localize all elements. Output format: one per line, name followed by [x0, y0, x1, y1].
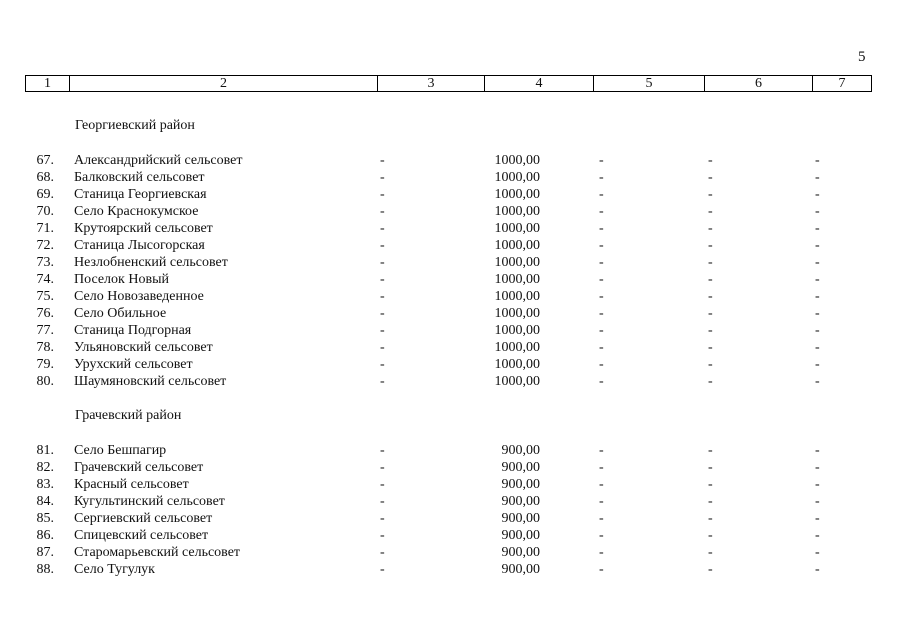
value-c7: - [815, 528, 820, 543]
settlement-name: Кугультинский сельсовет [74, 494, 225, 509]
value-c4: 900,00 [501, 477, 540, 492]
value-c5: - [599, 340, 604, 355]
value-c3: - [380, 272, 385, 287]
value-c4: 900,00 [501, 494, 540, 509]
value-c7: - [815, 204, 820, 219]
value-c5: - [599, 562, 604, 577]
value-c6: - [708, 255, 713, 270]
value-c4: 1000,00 [494, 323, 540, 338]
value-c6: - [708, 545, 713, 560]
value-c6: - [708, 170, 713, 185]
value-c3: - [380, 562, 385, 577]
value-c4: 1000,00 [494, 289, 540, 304]
value-c6: - [708, 221, 713, 236]
value-c6: - [708, 443, 713, 458]
value-c5: - [599, 255, 604, 270]
settlement-name: Ульяновский сельсовет [74, 340, 213, 355]
value-c3: - [380, 170, 385, 185]
table-row [0, 373, 905, 390]
value-c7: - [815, 357, 820, 372]
value-c7: - [815, 494, 820, 509]
value-c5: - [599, 153, 604, 168]
table-row [0, 305, 905, 322]
value-c3: - [380, 460, 385, 475]
value-c7: - [815, 153, 820, 168]
value-c6: - [708, 340, 713, 355]
value-c4: 1000,00 [494, 221, 540, 236]
value-c6: - [708, 477, 713, 492]
settlement-name: Станица Георгиевская [74, 187, 207, 202]
table-row [0, 442, 905, 459]
value-c6: - [708, 494, 713, 509]
header-cell-5: 5 [594, 76, 705, 91]
table-row [0, 476, 905, 493]
value-c4: 1000,00 [494, 255, 540, 270]
row-number: 82. [36, 460, 54, 475]
value-c5: - [599, 204, 604, 219]
value-c5: - [599, 238, 604, 253]
settlement-name: Сергиевский сельсовет [74, 511, 213, 526]
value-c5: - [599, 374, 604, 389]
value-c6: - [708, 323, 713, 338]
value-c4: 1000,00 [494, 187, 540, 202]
row-number: 84. [36, 494, 54, 509]
table-row [0, 203, 905, 220]
settlement-name: Село Краснокумское [74, 204, 199, 219]
settlement-name: Незлобненский сельсовет [74, 255, 228, 270]
value-c4: 1000,00 [494, 204, 540, 219]
table-row [0, 493, 905, 510]
table-row [0, 288, 905, 305]
value-c7: - [815, 170, 820, 185]
row-number: 87. [36, 545, 54, 560]
table-row [0, 459, 905, 476]
value-c6: - [708, 204, 713, 219]
row-number: 78. [36, 340, 54, 355]
value-c3: - [380, 374, 385, 389]
row-number: 67. [36, 153, 54, 168]
column-number-header [25, 75, 872, 92]
row-number: 75. [36, 289, 54, 304]
value-c3: - [380, 528, 385, 543]
value-c3: - [380, 545, 385, 560]
value-c4: 1000,00 [494, 153, 540, 168]
value-c5: - [599, 170, 604, 185]
settlement-name: Поселок Новый [74, 272, 169, 287]
value-c7: - [815, 306, 820, 321]
value-c7: - [815, 221, 820, 236]
table-row [0, 186, 905, 203]
value-c5: - [599, 187, 604, 202]
value-c7: - [815, 340, 820, 355]
value-c5: - [599, 528, 604, 543]
value-c5: - [599, 511, 604, 526]
table-row [0, 510, 905, 527]
header-cell-6: 6 [705, 76, 813, 91]
row-number: 74. [36, 272, 54, 287]
value-c5: - [599, 221, 604, 236]
value-c3: - [380, 238, 385, 253]
settlement-name: Село Обильное [74, 306, 167, 321]
settlement-name: Крутоярский сельсовет [74, 221, 213, 236]
value-c5: - [599, 357, 604, 372]
value-c4: 900,00 [501, 443, 540, 458]
table-row [0, 169, 905, 186]
table-row [0, 544, 905, 561]
table-row [0, 254, 905, 271]
value-c4: 1000,00 [494, 357, 540, 372]
value-c5: - [599, 545, 604, 560]
settlement-name: Спицевский сельсовет [74, 528, 209, 543]
row-number: 81. [36, 443, 54, 458]
table-row [0, 356, 905, 373]
value-c6: - [708, 562, 713, 577]
header-cell-2: 2 [70, 76, 378, 91]
settlement-name: Село Бешпагир [74, 443, 167, 458]
value-c3: - [380, 357, 385, 372]
value-c4: 900,00 [501, 511, 540, 526]
settlement-name: Село Новозаведенное [74, 289, 204, 304]
table-row [0, 220, 905, 237]
value-c6: - [708, 306, 713, 321]
value-c7: - [815, 562, 820, 577]
value-c6: - [708, 153, 713, 168]
settlement-name: Станица Лысогорская [74, 238, 205, 253]
value-c5: - [599, 272, 604, 287]
row-number: 69. [36, 187, 54, 202]
row-number: 79. [36, 357, 54, 372]
header-cell-3: 3 [378, 76, 485, 91]
value-c4: 1000,00 [494, 306, 540, 321]
table-row [0, 237, 905, 254]
value-c4: 1000,00 [494, 340, 540, 355]
value-c3: - [380, 221, 385, 236]
value-c4: 1000,00 [494, 170, 540, 185]
value-c3: - [380, 323, 385, 338]
value-c7: - [815, 477, 820, 492]
value-c3: - [380, 306, 385, 321]
value-c5: - [599, 323, 604, 338]
value-c5: - [599, 306, 604, 321]
value-c4: 1000,00 [494, 374, 540, 389]
value-c3: - [380, 340, 385, 355]
value-c5: - [599, 289, 604, 304]
table-row [0, 527, 905, 544]
value-c4: 900,00 [501, 562, 540, 577]
value-c7: - [815, 238, 820, 253]
value-c6: - [708, 460, 713, 475]
value-c3: - [380, 153, 385, 168]
value-c7: - [815, 187, 820, 202]
value-c6: - [708, 511, 713, 526]
value-c3: - [380, 255, 385, 270]
value-c3: - [380, 443, 385, 458]
value-c3: - [380, 477, 385, 492]
row-number: 70. [36, 204, 54, 219]
value-c3: - [380, 289, 385, 304]
row-number: 72. [36, 238, 54, 253]
table-row [0, 322, 905, 339]
value-c6: - [708, 187, 713, 202]
value-c6: - [708, 238, 713, 253]
value-c7: - [815, 255, 820, 270]
row-number: 71. [36, 221, 54, 236]
settlement-name: Урухский сельсовет [74, 357, 193, 372]
value-c5: - [599, 494, 604, 509]
settlement-name: Грачевский сельсовет [74, 460, 204, 475]
table-row [0, 152, 905, 169]
row-number: 77. [36, 323, 54, 338]
district-title: Георгиевский район [75, 118, 195, 133]
row-number: 85. [36, 511, 54, 526]
settlement-name: Станица Подгорная [74, 323, 192, 338]
value-c7: - [815, 272, 820, 287]
value-c5: - [599, 460, 604, 475]
page-number: 5 [858, 49, 866, 65]
value-c7: - [815, 511, 820, 526]
settlement-name: Красный сельсовет [74, 477, 189, 492]
row-number: 68. [36, 170, 54, 185]
row-number: 80. [36, 374, 54, 389]
value-c7: - [815, 289, 820, 304]
table-row [0, 271, 905, 288]
value-c6: - [708, 272, 713, 287]
row-number: 88. [36, 562, 54, 577]
value-c4: 900,00 [501, 545, 540, 560]
header-cell-1: 1 [26, 76, 70, 91]
row-number: 86. [36, 528, 54, 543]
value-c6: - [708, 357, 713, 372]
value-c5: - [599, 443, 604, 458]
settlement-name: Александрийский сельсовет [74, 153, 243, 168]
row-number: 73. [36, 255, 54, 270]
value-c3: - [380, 511, 385, 526]
value-c4: 900,00 [501, 528, 540, 543]
value-c6: - [708, 528, 713, 543]
value-c6: - [708, 374, 713, 389]
value-c4: 1000,00 [494, 238, 540, 253]
settlement-name: Старомарьевский сельсовет [74, 545, 241, 560]
settlement-name: Шаумяновский сельсовет [74, 374, 227, 389]
row-number: 76. [36, 306, 54, 321]
settlement-name: Балковский сельсовет [74, 170, 205, 185]
district-title: Грачевский район [75, 408, 182, 423]
value-c4: 1000,00 [494, 272, 540, 287]
value-c3: - [380, 204, 385, 219]
value-c7: - [815, 374, 820, 389]
settlement-name: Село Тугулук [74, 562, 155, 577]
row-number: 83. [36, 477, 54, 492]
value-c6: - [708, 289, 713, 304]
table-row [0, 561, 905, 578]
value-c7: - [815, 323, 820, 338]
table-row [0, 339, 905, 356]
header-cell-7: 7 [838, 76, 846, 91]
value-c7: - [815, 443, 820, 458]
value-c7: - [815, 460, 820, 475]
value-c3: - [380, 494, 385, 509]
header-cell-4: 4 [485, 76, 594, 91]
value-c3: - [380, 187, 385, 202]
value-c7: - [815, 545, 820, 560]
value-c4: 900,00 [501, 460, 540, 475]
value-c5: - [599, 477, 604, 492]
